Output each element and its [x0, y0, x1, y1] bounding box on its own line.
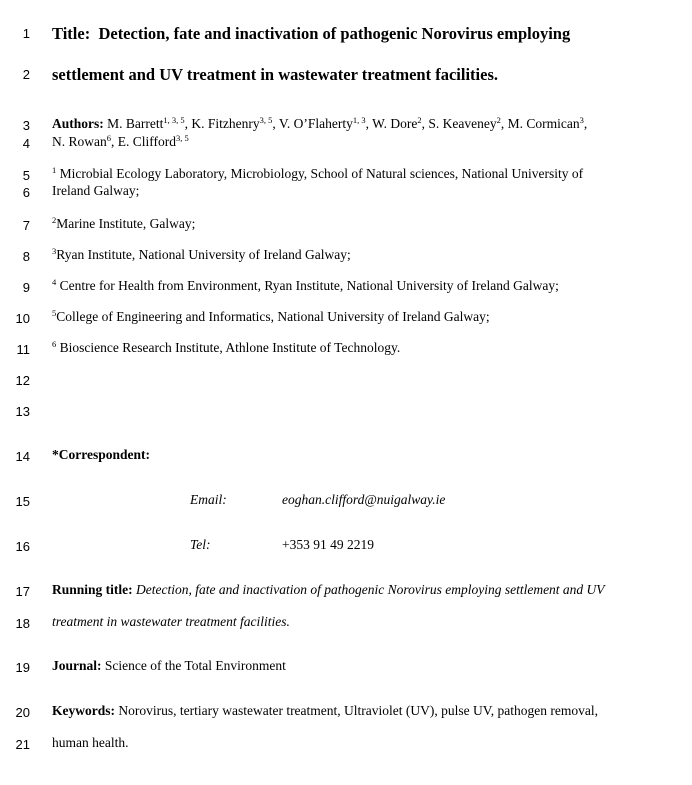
- affiliation-item: [52, 216, 195, 232]
- line-number: 18: [15, 616, 30, 631]
- authors-label: Authors:: [52, 116, 104, 131]
- line-number: 3: [22, 118, 30, 133]
- author-name: V. O’Flaherty: [278, 116, 353, 131]
- journal-value: Science of the Total Environment: [104, 658, 286, 673]
- author-affiliation: 1, 3, 5: [163, 115, 185, 125]
- journal: [52, 658, 286, 674]
- author-affiliation: 3: [579, 115, 584, 125]
- title-line-1: Detection, fate and inactivation of pathogenic Norovirus employing: [98, 24, 571, 43]
- line-number: 5: [22, 168, 30, 183]
- line-number: 6: [22, 185, 30, 200]
- author-name: M. Barrett: [107, 116, 164, 131]
- affiliation-item: [52, 278, 559, 294]
- tel-label: Tel:: [190, 537, 211, 552]
- affiliation-number: 2: [52, 215, 57, 225]
- line-number: 7: [22, 218, 30, 233]
- running-title-label: Running title:: [52, 582, 133, 597]
- author-affiliation: 1, 3: [352, 115, 366, 125]
- author-affiliation: 2: [496, 115, 501, 125]
- affiliation-number: 1: [52, 165, 57, 175]
- page-title: [52, 24, 570, 44]
- line-number: 2: [22, 67, 30, 82]
- affiliation-item: [52, 340, 400, 356]
- keywords: [52, 703, 598, 719]
- author-affiliation: 3, 5: [259, 115, 273, 125]
- line-number: 14: [15, 449, 30, 464]
- affiliation-text: Marine Institute, Galway;: [56, 216, 196, 231]
- affiliation-number: 5: [52, 308, 57, 318]
- author-affiliation: 2: [417, 115, 422, 125]
- affiliation-text: Bioscience Research Institute, Athlone Institute of Technology.: [59, 340, 401, 355]
- running-title-line-2: treatment in wastewater treatment facilities.: [52, 614, 290, 629]
- affiliation-text: Ryan Institute, National University of Ireland Galway;: [56, 247, 351, 262]
- line-number: 19: [15, 660, 30, 675]
- authors-line-2: N. Rowan$^6$, E. Clifford$^{3, 5}$: [52, 133, 189, 149]
- line-number: 17: [15, 584, 30, 599]
- keywords-line-2: human health.: [52, 735, 129, 750]
- email-label: Email:: [190, 492, 227, 507]
- keywords-label: Keywords:: [52, 703, 115, 718]
- running-title-line-1: Detection, fate and inactivation of pathogenic Norovirus employing settlement and UV: [136, 582, 605, 597]
- author-name: E. Clifford: [117, 134, 176, 149]
- author-affiliation: 6: [106, 133, 111, 143]
- affiliation-continuation: Ireland Galway;: [52, 183, 140, 198]
- author-affiliation: 3, 5: [176, 133, 189, 143]
- title-label: Title:: [52, 24, 91, 43]
- affiliation-item: [52, 309, 490, 325]
- running-title: [52, 582, 605, 598]
- line-number: 11: [16, 342, 30, 357]
- affiliation-item: [52, 166, 583, 182]
- line-number: 21: [15, 737, 30, 752]
- authors-line-1: Authors: M. Barrett$^{1, 3, 5}$, K. Fitzhenry$^{3, 5}$, V. O’Flaherty$^{1, 3}$, W. Dore$^2$, S. Keaveney$^2$, M. Cormican$^3$,: [52, 115, 588, 131]
- line-number: 8: [22, 249, 30, 264]
- line-number: 1: [22, 26, 30, 41]
- affiliation-number: 3: [52, 246, 57, 256]
- affiliation-item: [52, 247, 351, 263]
- affiliation-text: Centre for Health from Environment, Ryan Institute, National University of Ireland Galway;: [59, 278, 559, 293]
- line-number: 4: [22, 136, 30, 151]
- line-number: 15: [15, 494, 30, 509]
- email-link[interactable]: eoghan.clifford@nuigalway.ie: [282, 492, 446, 507]
- line-number: 13: [15, 404, 30, 419]
- correspondent-label: *Correspondent:: [52, 447, 151, 462]
- tel-value: +353 91 49 2219: [282, 537, 374, 552]
- title-line-2: settlement and UV treatment in wastewater treatment facilities.: [52, 65, 498, 84]
- author-name: W. Dore: [372, 116, 418, 131]
- author-name: S. Keaveney: [428, 116, 497, 131]
- author-name: K. Fitzhenry: [191, 116, 260, 131]
- line-number: 10: [15, 311, 30, 326]
- line-number: 20: [15, 705, 30, 720]
- affiliation-text: Microbial Ecology Laboratory, Microbiology, School of Natural sciences, National University of: [59, 166, 584, 181]
- keywords-line-1: Norovirus, tertiary wastewater treatment, Ultraviolet (UV), pulse UV, pathogen removal,: [118, 703, 598, 718]
- line-number: 16: [15, 539, 30, 554]
- author-name: N. Rowan: [52, 134, 107, 149]
- line-number: 9: [22, 280, 30, 295]
- affiliation-number: 4: [52, 277, 57, 287]
- affiliation-text: College of Engineering and Informatics, National University of Ireland Galway;: [56, 309, 490, 324]
- line-number: 12: [15, 373, 30, 388]
- author-name: M. Cormican: [507, 116, 580, 131]
- affiliation-number: 6: [52, 339, 57, 349]
- journal-label: Journal:: [52, 658, 102, 673]
